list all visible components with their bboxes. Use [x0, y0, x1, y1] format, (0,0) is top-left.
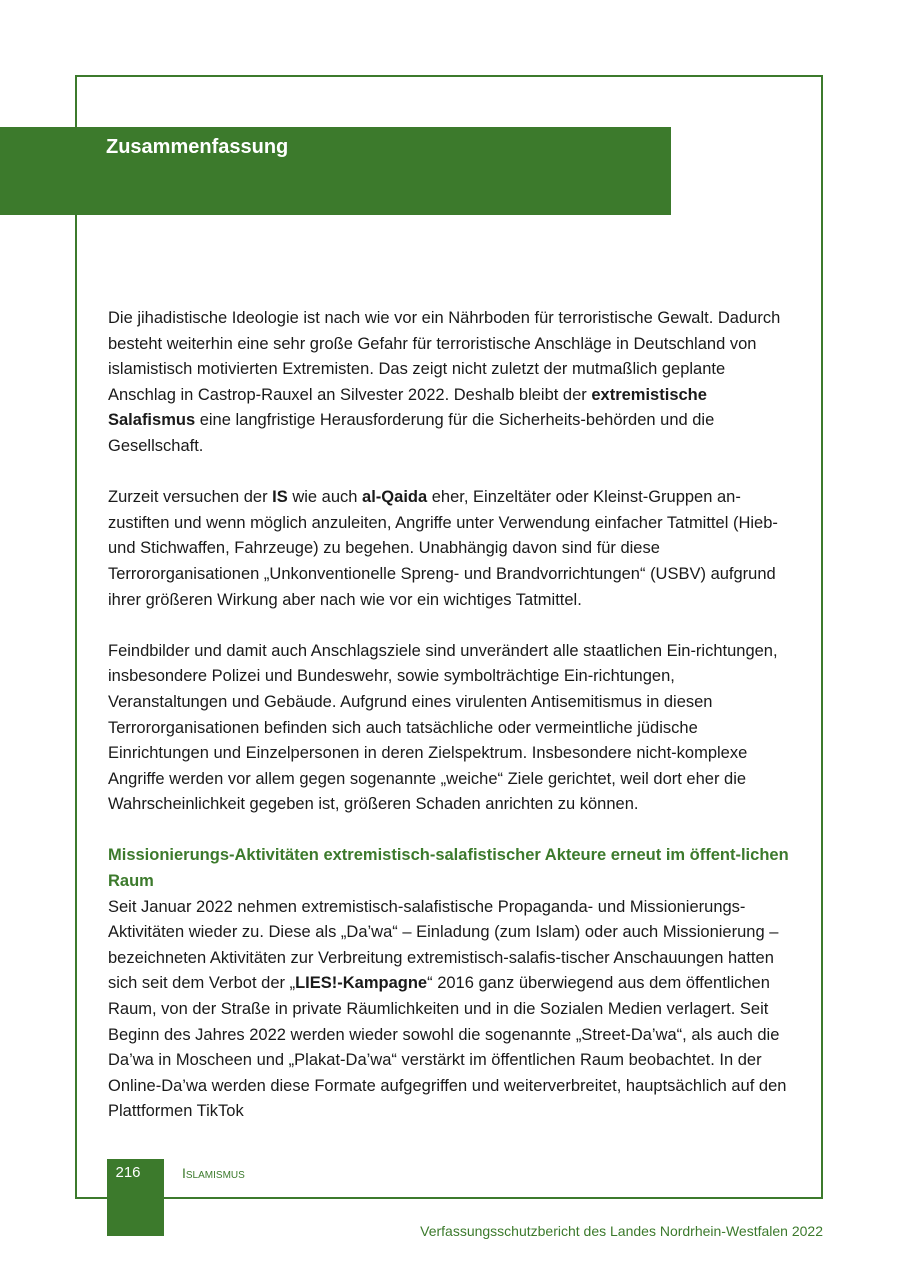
bold-term: extremistische Salafismus — [108, 385, 707, 430]
section-label: Islamismus — [182, 1165, 245, 1181]
paragraph-text: Die jihadistische Ideologie ist nach wie vor ein Nährboden für terroristische Gewalt. Dadurch besteht weiterhin eine sehr große Gefahr für terroristische Anschläge in Deutschland von islamistisch motivierten Extremisten. Das zeigt nicht zuletzt der mutmaßlich geplante Anschlag in Castrop-Rauxel an Silvester 2022. Deshalb bleibt der — [108, 309, 781, 404]
bold-term: LIES!-Kampagne — [295, 974, 428, 993]
paragraph-3: Feindbilder und damit auch Anschlagsziele sind unverändert alle staatlichen Ein-richtungen, insbesondere Polizei und Bundeswehr, sowie symbolträchtige Ein-richtungen, Veranstaltungen und Gebäude. Aufgrund eines virulenten Antisemitismus in diesen Terrororganisationen befinden sich auch tatsächliche oder vermeintliche jüdische Einrichtungen und Einzelpersonen in deren Zielspektrum. Insbesondere nicht-komplexe Angriffe werden vor allem gegen sogenannte „weiche“ Ziele gerichtet, weil dort eher die Wahrscheinlichkeit gegeben ist, größeren Schaden anrichten zu können. — [108, 641, 778, 814]
publication-footer: Verfassungsschutzbericht des Landes Nordrhein-Westfalen 2022 — [420, 1223, 823, 1239]
paragraph-text: Seit Januar 2022 nehmen extremistisch-salafistische Propaganda- und Missionierungs-Aktivitäten wieder zu. Diese als „Da’wa“ – Einladung (zum Islam) oder auch Missionierung – bezeichneten Aktivitäten zur Verbreitung extremistisch-salafis-tischer Anschauungen hatten sich seit dem Verbot der „ — [108, 897, 779, 993]
paragraph-text: wie auch — [287, 488, 363, 507]
paragraph-text: eher, Einzeltäter oder Kleinst-Gruppen an-zustiften und wenn möglich anzuleiten, Angriffe unter Verwendung einfacher Tatmittel (Hieb- und Stichwaffen, Fahrzeuge) zu begehen. Unabhängig davon sind für diese Terrororganisationen „Unkonventionelle Spreng- und Brandvorrichtungen“ (USBV) aufgrund ihrer größeren Wirkung aber nach wie vor ein wichtiges Tatmittel. — [108, 488, 778, 609]
paragraph-1 — [108, 306, 796, 460]
paragraph-text: eine langfristige Herausforderung für die Sicherheits-behörden und die Gesellschaft. — [108, 411, 715, 455]
main-content — [108, 306, 796, 1125]
section-banner — [0, 127, 671, 215]
subheading: Missionierungs-Aktivitäten extremistisch-salafistischer Akteure erneut im öffent-lichen Raum — [108, 846, 789, 891]
paragraph-2 — [108, 485, 796, 613]
page-title: Zusammenfassung — [106, 136, 289, 158]
bold-term: IS — [272, 488, 288, 507]
page-number: 216 — [115, 1164, 141, 1181]
paragraph-text: Zurzeit versuchen der — [108, 488, 273, 507]
paragraph-text: “ 2016 ganz überwiegend aus dem öffentlichen Raum, von der Straße in private Räumlichkeiten und in die Sozialen Medien verlagert. Seit Beginn des Jahres 2022 werden wieder sowohl die sogenannte „Street-Da’wa“, als auch die Da’wa in Moscheen und „Plakat-Da’wa“ verstärkt im öffentlichen Raum beobachtet. In der Online-Da’wa werden diese Formate aufgegriffen und weiterverbreitet, hauptsächlich auf den Plattformen TikTok — [108, 974, 787, 1121]
bold-term: al-Qaida — [362, 488, 428, 507]
paragraph-4 — [108, 895, 796, 1125]
